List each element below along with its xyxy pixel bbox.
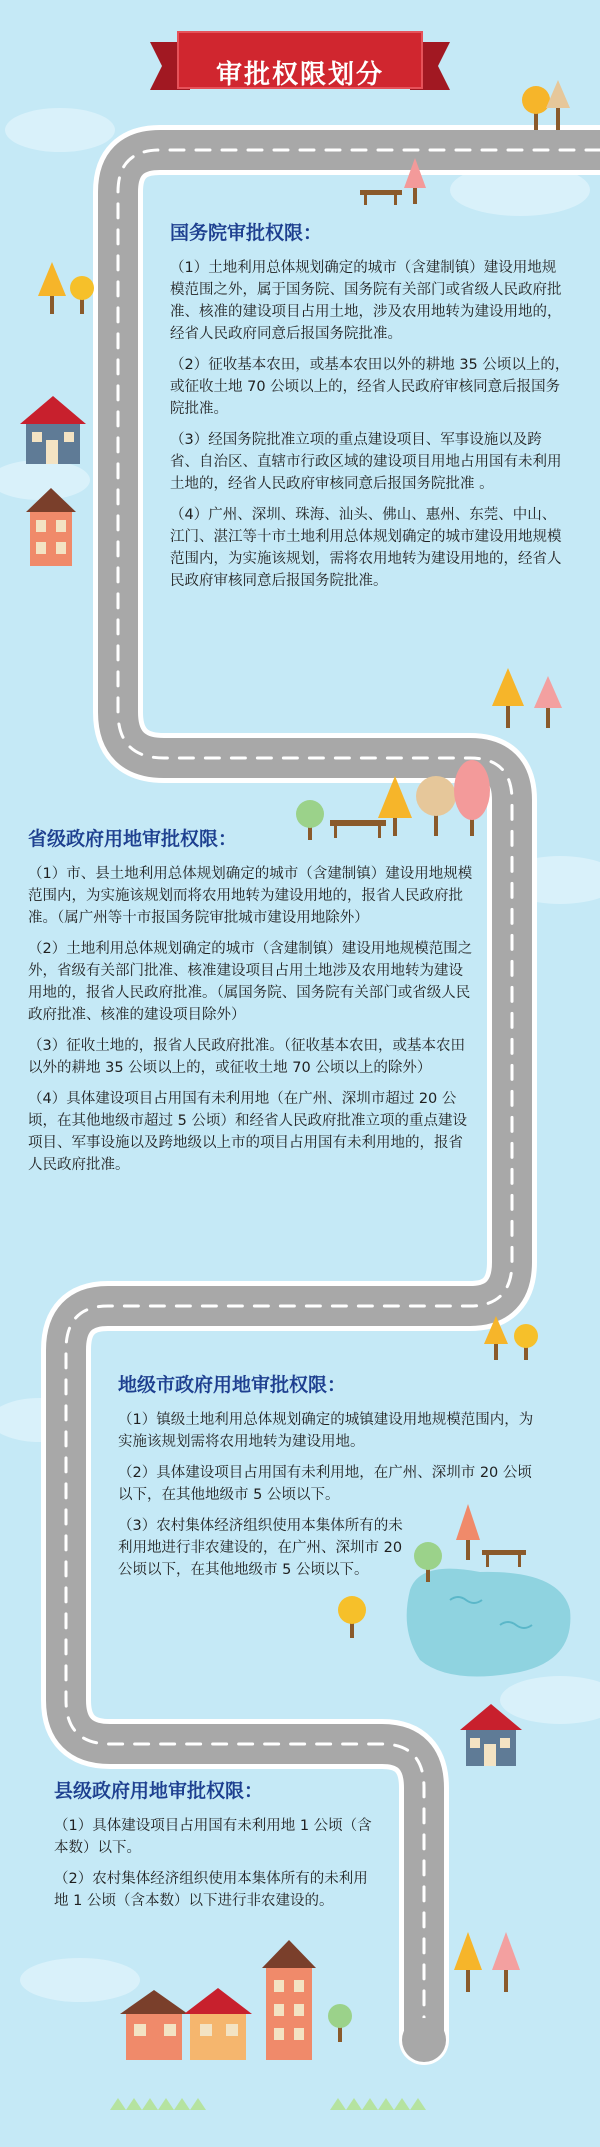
tree-icon bbox=[522, 86, 550, 130]
house-icon bbox=[184, 1988, 252, 2060]
section-title: 省级政府用地审批权限： bbox=[28, 828, 238, 850]
tree-icon bbox=[38, 262, 66, 314]
section-title: 国务院审批权限： bbox=[170, 222, 323, 244]
list-item: （1）具体建设项目占用国有未利用地 1 公顷（含本数）以下。 bbox=[54, 1818, 372, 1856]
tree-icon bbox=[328, 2004, 352, 2042]
list-item: （2）农村集体经济组织使用本集体所有的未利用地 1 公顷（含本数）以下进行非农建设的。 bbox=[54, 1871, 368, 1909]
list-item: （2）征收基本农田，或基本农田以外的耕地 35 公顷以上的，或征收土地 70 公顷以上的，经省人民政府审核同意后报国务院批准。 bbox=[170, 357, 570, 417]
tree-icon bbox=[338, 1596, 366, 1638]
list-item: （3）经国务院批准立项的重点建设项目、军事设施以及跨省、自治区、直辖市行政区域的建设项目用地占用国有未利用土地的，经省人民政府审核同意后报国务院批准 。 bbox=[170, 432, 562, 492]
list-item: （4）广州、深圳、珠海、汕头、佛山、惠州、东莞、中山、江门、湛江等十市土地利用总体规划确定的城市建设用地规模范围内，为实施该规划，需将农用地转为建设用地的，经省人民政府审核同意后报国务院批准。 bbox=[170, 507, 562, 589]
banner-title: 审批权限划分 bbox=[215, 60, 384, 90]
list-item: （4）具体建设项目占用国有未利用地（在广州、深圳市超过 20 公顷，在其他地级市超过 5 公顷）和经省人民政府批准立项的重点建设项目、军事设施以及跨地级以上市的项目占用国有未利用地的，报省人民政府批准。 bbox=[28, 1091, 467, 1173]
list-item: （1）市、县土地利用总体规划确定的城市（含建制镇）建设用地规模范围内，为实施该规划而将农用地转为建设用地的，报省人民政府批准。（属广州等十市报国务院审批城市建设用地除外） bbox=[28, 866, 473, 926]
house-icon bbox=[20, 396, 86, 464]
house-icon bbox=[120, 1990, 188, 2060]
section-county bbox=[54, 1776, 374, 1921]
tree-icon bbox=[492, 1932, 520, 1992]
tree-icon bbox=[454, 1932, 482, 1992]
list-item: （2）具体建设项目占用国有未利用地，在广州、深圳市 20 公顷以下，在其他地级市 5 公顷以下。 bbox=[118, 1465, 532, 1503]
tree-icon bbox=[70, 276, 94, 314]
house-icon bbox=[262, 1940, 316, 2060]
section-title: 地级市政府用地审批权限： bbox=[118, 1374, 347, 1396]
list-item: （1）镇级土地利用总体规划确定的城镇建设用地规模范围内，为实施该规划需将农用地转为建设用地。 bbox=[118, 1412, 534, 1450]
list-item: （3）农村集体经济组织使用本集体所有的未利用地进行非农建设的，在广州、深圳市 20 公顷以下，在其他地级市 5 公顷以下。 bbox=[118, 1518, 403, 1578]
grass-decor bbox=[110, 2098, 426, 2110]
section-prefecture bbox=[118, 1370, 536, 1590]
section-title: 县级政府用地审批权限： bbox=[54, 1780, 264, 1802]
list-item: （3）征收土地的，报省人民政府批准。（征收基本农田，或基本农田以外的耕地 35 公顷以上的，或征收土地 70 公顷以上的除外） bbox=[28, 1038, 465, 1076]
road-end bbox=[402, 2018, 446, 2062]
section-state-council bbox=[170, 218, 570, 601]
list-item: （1）土地利用总体规划确定的城市（含建制镇）建设用地规模范围之外，属于国务院、国务院有关部门或省级人民政府批准、核准的建设项目占用土地，涉及农用地转为建设用地的，经省人民政府同意后报国务院批准。 bbox=[170, 260, 562, 342]
tree-icon bbox=[514, 1324, 538, 1360]
tree-icon bbox=[546, 80, 570, 130]
section-provincial bbox=[28, 824, 476, 1185]
list-item: （2）土地利用总体规划确定的城市（含建制镇）建设用地规模范围之外，省级有关部门批准、核准建设项目占用土地涉及农用地转为建设用地的，报省人民政府批准。（属国务院、国务院有关部门或省级人民政府批准、核准的建设项目除外） bbox=[28, 941, 473, 1023]
